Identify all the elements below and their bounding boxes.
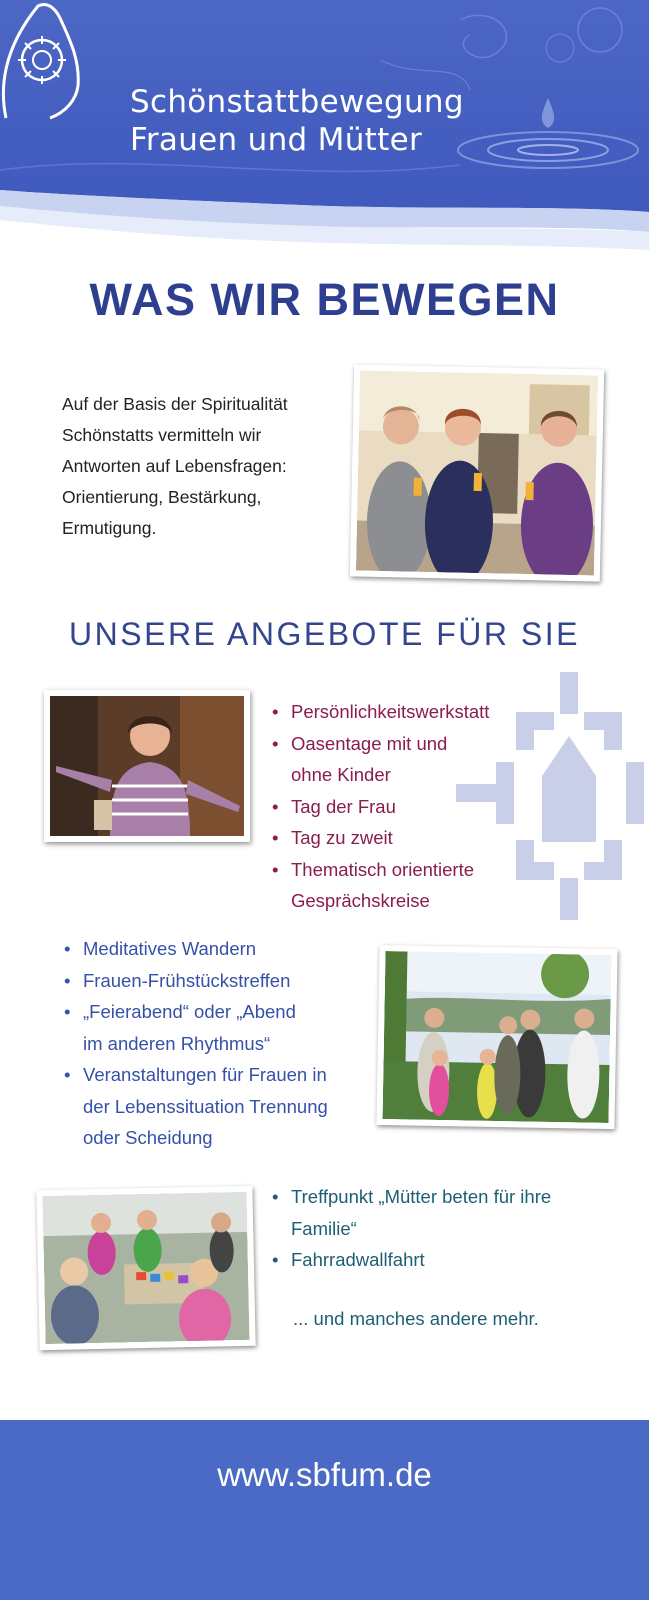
footer-bar <box>0 1420 649 1600</box>
page-title: WAS WIR BEWEGEN <box>89 274 560 325</box>
photo-women-circle <box>36 1186 255 1350</box>
intro-line: Ermutigung. <box>62 518 157 538</box>
list-item: • Veranstaltungen für Frauen in der Lebenssituation Trennung oder Scheidung <box>64 1064 328 1148</box>
intro-line: Orientierung, Bestärkung, <box>62 487 262 507</box>
list-item: • Tag der Frau <box>272 795 396 817</box>
offers-heading: UNSERE ANGEBOTE FÜR SIE <box>69 616 580 652</box>
photo-group-outdoors <box>376 945 617 1129</box>
intro-line: Schönstatts vermitteln wir <box>62 425 262 445</box>
header-banner <box>0 0 649 260</box>
list-item: • Oasentage mit und ohne Kinder <box>272 732 448 785</box>
list-item: • Frauen-Frühstückstreffen <box>64 969 291 991</box>
photo-woman-greeting <box>44 690 250 842</box>
list-item: • Thematisch orientierte Gesprächskreise <box>272 858 475 911</box>
offers-list-1 <box>272 696 489 917</box>
photo-women-toasting <box>350 364 604 581</box>
intro-line: Antworten auf Lebensfragen: <box>62 456 287 476</box>
more-text: ... und manches andere mehr. <box>293 1308 539 1329</box>
intro-line: Auf der Basis der Spiritualität <box>62 394 288 414</box>
list-item: • Persönlichkeitswerkstatt <box>272 701 490 722</box>
list-item: • Meditatives Wandern <box>64 938 257 959</box>
website-link[interactable]: www.sbfum.de <box>217 1456 432 1493</box>
brand-name-line1: Schönstattbewegung <box>130 84 464 120</box>
intro-text <box>62 389 342 544</box>
list-item: • Treffpunkt „Mütter beten für ihre Familie“ <box>272 1186 552 1239</box>
list-item: • „Feierabend“ oder „Abend im anderen Rhythmus“ <box>64 1001 296 1054</box>
offers-list-3 <box>272 1181 551 1276</box>
brand-name-line2: Frauen und Mütter <box>130 122 422 158</box>
offers-list-2 <box>64 933 328 1154</box>
list-item: • Fahrradwallfahrt <box>272 1249 425 1270</box>
list-item: • Tag zu zweit <box>272 827 393 848</box>
shrine-logo-icon <box>0 0 84 126</box>
